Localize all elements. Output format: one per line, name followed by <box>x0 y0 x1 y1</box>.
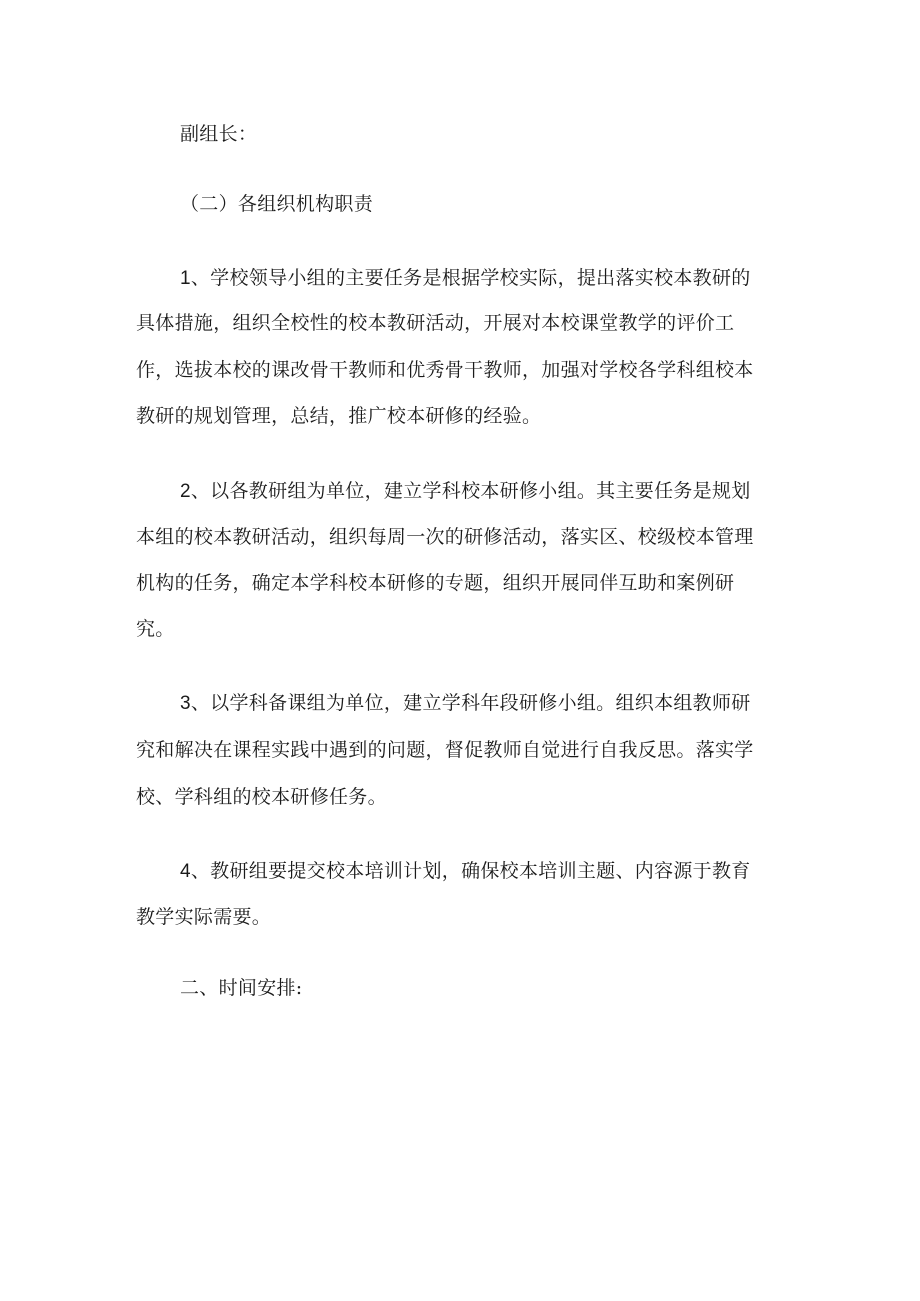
paragraph-3-number: 3 <box>180 693 191 714</box>
paragraph-4-line-1-text: 、教研组要提交校本培训计划，确保校本培训主题、内容源于教育 <box>190 860 751 882</box>
paragraph-2-line-1 <box>180 478 920 505</box>
paragraph-3-line-3: 校、学科组的校本研修任务。 <box>136 786 387 808</box>
time-schedule-heading: 二、时间安排: <box>180 977 303 999</box>
section-two-heading: （二）各组织机构职责 <box>180 193 374 215</box>
paragraph-1-line-3: 作，选拔本校的课改骨干教师和优秀骨干教师，加强对学校各学科组校本 <box>136 359 754 381</box>
paragraph-1-line-2: 具体措施，组织全校性的校本教研活动，开展对本校课堂教学的评价工 <box>136 312 735 334</box>
paragraph-2-line-2: 本组的校本教研活动，组织每周一次的研修活动，落实区、校级校本管理 <box>136 526 754 548</box>
paragraph-1-line-1 <box>180 265 920 292</box>
paragraph-1-line-4: 教研的规划管理，总结，推广校本研修的经验。 <box>136 405 542 427</box>
paragraph-3-line-2: 究和解决在课程实践中遇到的问题，督促教师自觉进行自我反思。落实学 <box>136 739 754 761</box>
paragraph-4-line-1 <box>180 858 920 885</box>
paragraph-2-line-1-text: 、以各教研组为单位，建立学科校本研修小组。其主要任务是规划 <box>190 480 751 502</box>
paragraph-3-line-1-text: 、以学科备课组为单位，建立学科年段研修小组。组织本组教师研 <box>190 692 751 714</box>
paragraph-2-number: 2 <box>180 481 191 502</box>
paragraph-2-line-4: 究。 <box>136 618 175 640</box>
paragraph-2-line-3: 机构的任务，确定本学科校本研修的专题，组织开展同伴互助和案例研 <box>136 572 735 594</box>
paragraph-4-number: 4 <box>180 861 191 882</box>
paragraph-3-line-1 <box>180 690 920 717</box>
vice-leader-heading: 副组长： <box>180 123 258 145</box>
paragraph-4-line-2: 教学实际需要。 <box>136 906 272 928</box>
paragraph-1-number: 1 <box>180 268 191 289</box>
paragraph-1-line-1-text: 、学校领导小组的主要任务是根据学校实际，提出落实校本教研的 <box>190 267 751 289</box>
